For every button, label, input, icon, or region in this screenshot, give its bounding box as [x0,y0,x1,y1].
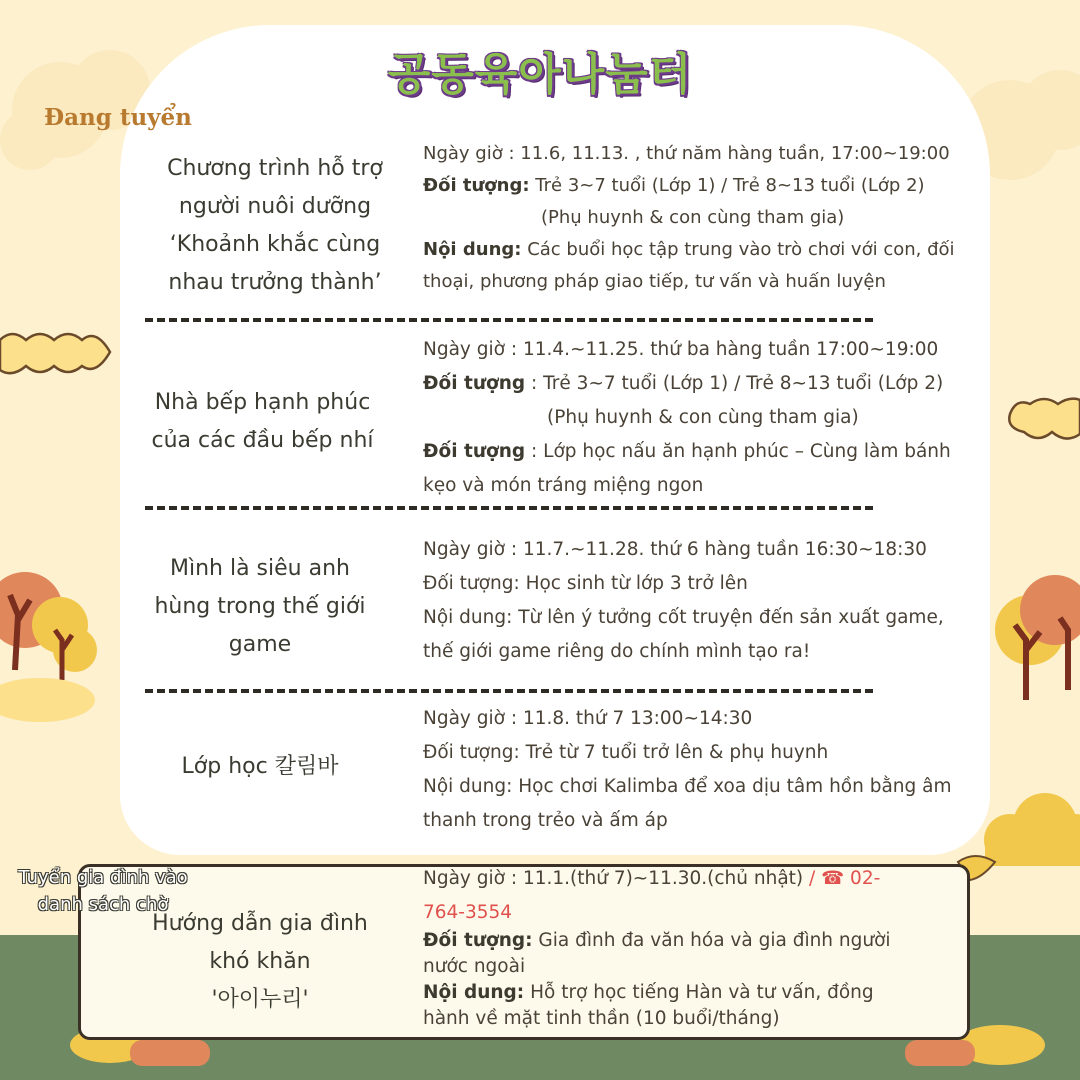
page-title: 공동육아나눔터 [387,49,693,100]
program-2-details [423,333,951,503]
program-1-content: Nội dung: Các buổi học tập trung vào trò chơi với con, đối [423,239,955,260]
program-2-name: Nhà bếp hạnh phúc của các đầu bếp nhí [151,390,374,453]
waitlist-label: Tuyển gia đình vào danh sách chờ [18,867,188,915]
program-1-details [423,138,955,298]
program-3-target: Đối tượng: Học sinh từ lớp 3 trở lên [423,573,748,594]
divider [145,689,873,693]
tree-left [0,572,97,722]
program-4-target: Đối tượng: Trẻ từ 7 tuổi trở lên & phụ huynh [423,742,829,763]
program-4-date: Ngày giờ : 11.8. thứ 7 13:00~14:30 [423,708,753,729]
program-4-content-cont: thanh trong trẻo và ấm áp [423,810,668,831]
program-2-content-cont: kẹo và món tráng miệng ngon [423,475,704,496]
bush-right [984,793,1080,866]
waitlist-program-details [423,862,880,930]
program-4-name: Lớp học 칼림바 [181,754,339,779]
program-2-target-note: (Phụ huynh & con cùng tham gia) [547,407,859,428]
cloud-left [0,334,110,373]
program-3-content: Nội dung: Từ lên ý tưởng cốt truyện đến sản xuất game, [423,607,944,628]
phone-number: / ☎ 02- [809,868,881,889]
tree-right [995,575,1080,700]
divider [145,506,873,510]
phone-number-cont: 764-3554 [423,902,513,923]
waitlist-content: Nội dung: Hỗ trợ học tiếng Hàn và tư vấn, đồng [423,982,874,1003]
program-4-details [423,702,952,838]
program-2-target: Đối tượng : Trẻ 3~7 tuổi (Lớp 1) / Trẻ 8~13 tuổi (Lớp 2) [423,373,944,394]
program-4-content: Nội dung: Học chơi Kalimba để xoa dịu tâm hồn bằng âm [423,776,952,797]
program-2-content: Đối tượng : Lớp học nấu ăn hạnh phúc – Cùng làm bánh [423,441,951,462]
waitlist-date: Ngày giờ : 11.1.(thứ 7)~11.30.(chủ nhật) / ☎ 02- [423,868,881,889]
program-1-date: Ngày giờ : 11.6, 11.13. , thứ năm hàng tuần, 17:00~19:00 [423,143,950,164]
waitlist-content-cont: hành về mặt tinh thần (10 buổi/tháng) [423,1008,780,1029]
divider [145,318,873,322]
program-2-date: Ngày giờ : 11.4.~11.25. thứ ba hàng tuần 17:00~19:00 [423,339,939,360]
program-3-date: Ngày giờ : 11.7.~11.28. thứ 6 hàng tuần 16:30~18:30 [423,539,927,560]
program-3-content-cont: thế giới game riêng do chính mình tạo ra! [423,641,811,662]
waitlist-target-cont: nước ngoài [423,956,526,977]
program-1-name: Chương trình hỗ trợ người nuôi dưỡng ‘Khoảnh khắc cùng nhau trưởng thành’ [167,156,383,295]
program-1-content-cont: thoại, phương pháp giao tiếp, tư vấn và huấn luyện [423,271,886,292]
waitlist-target: Đối tượng: Gia đình đa văn hóa và gia đình người [423,930,891,951]
program-3-name: Mình là siêu anh hùng trong thế giới game [154,556,366,657]
waitlist-program-details-2 [423,928,891,1032]
program-1-target: Đối tượng: Trẻ 3~7 tuổi (Lớp 1) / Trẻ 8~13 tuổi (Lớp 2) [423,175,925,196]
program-3-details [423,533,944,669]
recruiting-heading: Đang tuyển [44,104,192,131]
program-1-target-note: (Phụ huynh & con cùng tham gia) [541,207,845,228]
cloud-right [1009,399,1080,439]
waitlist-program-name: Hướng dẫn gia đình khó khăn '아이누리' [152,911,368,1012]
